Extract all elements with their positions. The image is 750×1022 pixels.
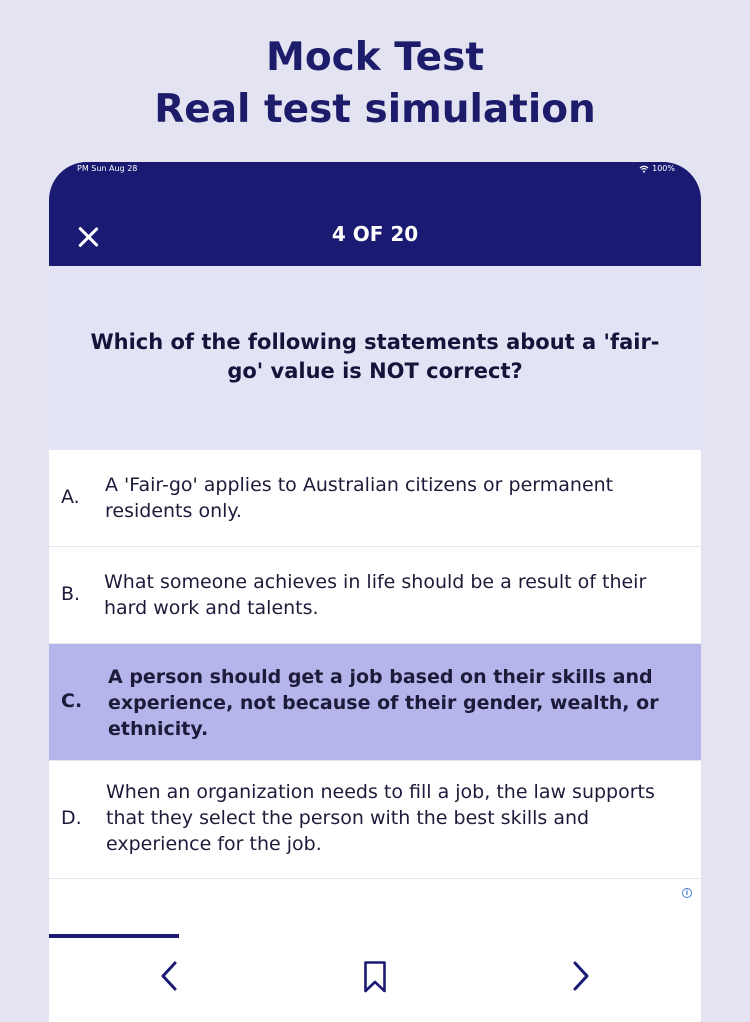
chevron-right-icon <box>567 960 593 992</box>
option-d[interactable] <box>49 761 701 879</box>
option-letter: A. <box>61 486 80 508</box>
promo-title <box>0 32 750 136</box>
question-area <box>49 266 701 450</box>
device-screen <box>49 162 701 1022</box>
quiz-header <box>49 162 701 266</box>
option-text: When an organization needs to fill a job, the law supports that they select the person with the best skills and experience for the job. <box>106 781 655 855</box>
previous-button[interactable] <box>157 960 183 996</box>
bookmark-icon <box>363 960 387 994</box>
next-button[interactable] <box>567 960 593 996</box>
promo-title-line2: Real test simulation <box>154 87 596 132</box>
ad-info-icon[interactable]: i <box>682 888 692 898</box>
chevron-left-icon <box>157 960 183 992</box>
option-letter: B. <box>61 583 81 605</box>
option-letter: D. <box>61 807 82 829</box>
bookmark-button[interactable] <box>363 960 387 998</box>
option-letter: C. <box>61 690 83 712</box>
wifi-icon <box>639 165 649 173</box>
question-text: Which of the following statements about a 'fair-go' value is NOT correct? <box>90 330 660 383</box>
option-text: A person should get a job based on their skills and experience, not because of their gender, wealth, or ethnicity. <box>108 666 659 740</box>
status-time-date: PM Sun Aug 28 <box>77 164 138 173</box>
quiz-progress-bar <box>49 934 179 938</box>
promo-title-line1: Mock Test <box>266 35 484 80</box>
option-b[interactable] <box>49 547 701 644</box>
bottom-nav-bar <box>49 934 701 1022</box>
question-progress: 4 OF 20 <box>331 222 419 246</box>
option-text: What someone achieves in life should be a result of their hard work and talents. <box>104 571 647 619</box>
option-text: A 'Fair-go' applies to Australian citizens or permanent residents only. <box>105 474 614 522</box>
status-right <box>639 164 675 173</box>
option-c[interactable] <box>49 644 701 761</box>
battery-level: 100% <box>652 164 675 173</box>
option-a[interactable] <box>49 450 701 547</box>
